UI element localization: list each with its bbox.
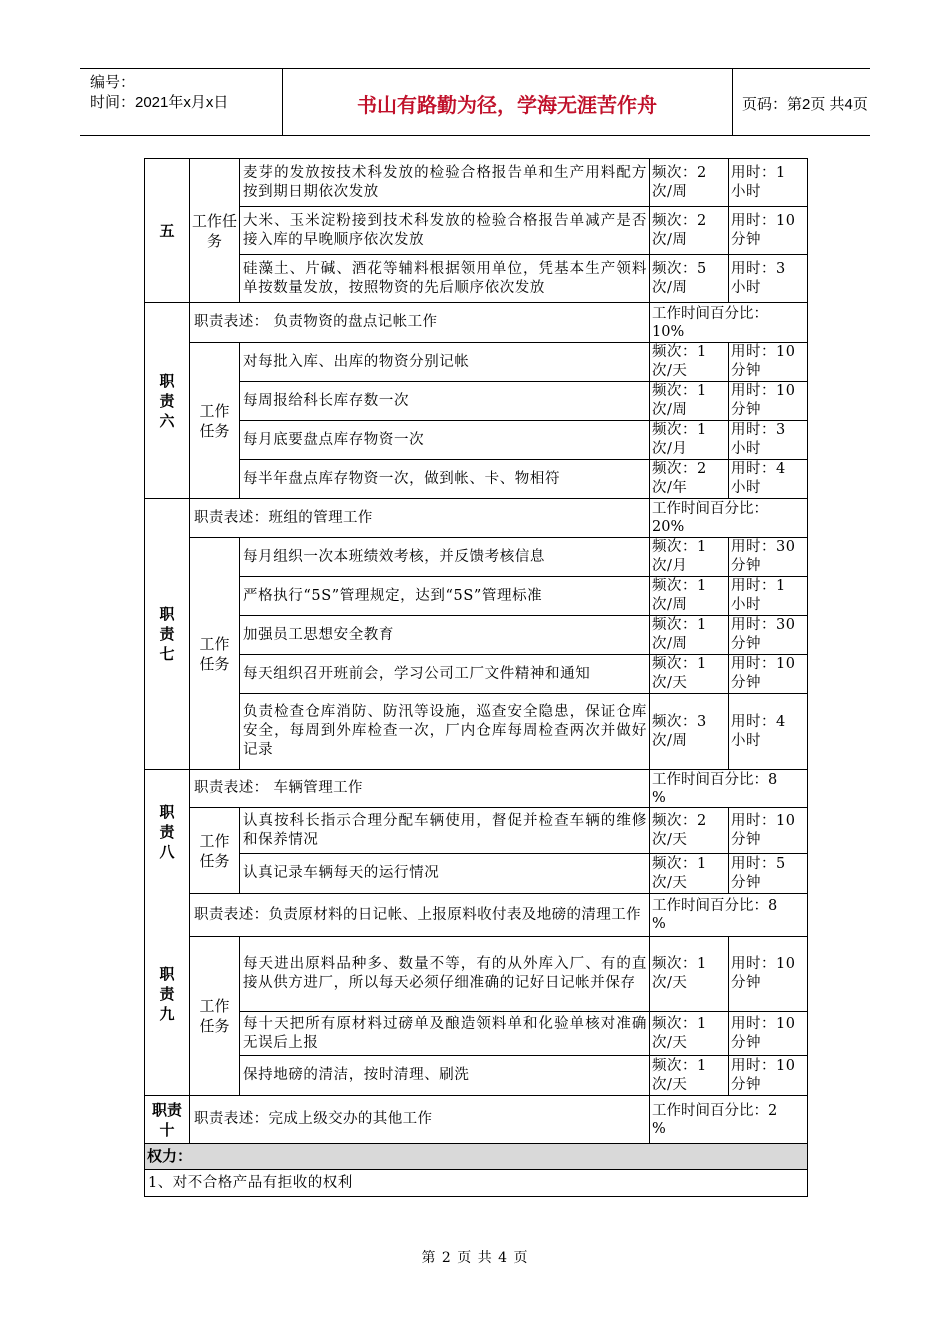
task-frequency	[650, 808, 729, 854]
task-frequency	[650, 655, 729, 694]
duration-value: 用时：10	[731, 812, 796, 829]
time-percentage	[650, 770, 808, 808]
frequency-count: 频次：5	[652, 260, 707, 277]
table-row	[145, 159, 808, 207]
task-duration	[729, 694, 808, 770]
header-divider	[732, 69, 733, 135]
frequency-unit: 次/周	[652, 402, 688, 418]
duration-unit: 分钟	[731, 231, 761, 248]
duty-description: 职责表述：班组的管理工作	[190, 499, 650, 538]
frequency-unit: 次/周	[652, 732, 688, 749]
duty-description: 职责表述： 负责物资的盘点记帐工作	[190, 303, 650, 343]
frequency-count: 频次：2	[652, 812, 707, 829]
percentage-value: %	[652, 1120, 666, 1137]
task-duration	[729, 616, 808, 655]
task-text: 对每批入库、出库的物资分别记帐	[240, 343, 650, 382]
task-text: 每月底要盘点库存物资一次	[240, 421, 650, 460]
table-row	[145, 770, 808, 808]
task-group-label: 工作任务	[190, 159, 240, 303]
frequency-count: 频次：1	[652, 1057, 707, 1074]
task-text: 每天组织召开班前会，学习公司工厂文件精神和通知	[240, 655, 650, 694]
frequency-unit: 次/周	[652, 183, 688, 200]
table-row	[145, 1012, 808, 1056]
table-row	[145, 499, 808, 538]
duration-value: 用时：3	[731, 260, 786, 277]
frequency-unit: 次/周	[652, 597, 688, 613]
duration-unit: 分钟	[731, 975, 761, 991]
task-text: 认真记录车辆每天的运行情况	[240, 854, 650, 894]
frequency-unit: 次/月	[652, 441, 688, 457]
frequency-unit: 次/天	[652, 975, 688, 991]
task-text: 大米、玉米淀粉接到技术科发放的检验合格报告单减产是否接入库的早晚顺序依次发放	[240, 207, 650, 255]
task-duration	[729, 937, 808, 1012]
task-frequency	[650, 460, 729, 499]
percentage-value: %	[652, 916, 666, 932]
duration-value: 用时：10	[731, 212, 796, 229]
duty-description: 职责表述： 车辆管理工作	[190, 770, 650, 808]
task-frequency	[650, 382, 729, 421]
task-duration	[729, 343, 808, 382]
duration-value: 用时：30	[731, 539, 796, 555]
section-title: 五	[145, 159, 190, 303]
duration-unit: 分钟	[731, 402, 761, 418]
task-duration	[729, 808, 808, 854]
task-text: 每月组织一次本班绩效考核，并反馈考核信息	[240, 538, 650, 577]
task-text: 认真按科长指示合理分配车辆使用，督促并检查车辆的维修和保养情况	[240, 808, 650, 854]
duration-value: 用时：10	[731, 383, 796, 399]
task-frequency	[650, 159, 729, 207]
header-motto: 书山有路勤为径，学海无涯苦作舟	[357, 92, 657, 117]
task-text: 保持地磅的清洁，按时清理、刷洗	[240, 1056, 650, 1096]
task-frequency	[650, 207, 729, 255]
header-meta	[90, 73, 280, 133]
duration-value: 用时：1	[731, 164, 786, 181]
duration-unit: 分钟	[731, 831, 761, 848]
task-frequency	[650, 1056, 729, 1096]
frequency-count: 频次：1	[652, 578, 707, 594]
duration-unit: 分钟	[731, 1076, 761, 1093]
section-title	[145, 770, 190, 894]
section-title	[145, 303, 190, 499]
task-frequency	[650, 616, 729, 655]
rights-item: 1、对不合格产品有拒收的权利	[145, 1170, 808, 1197]
duration-value: 用时：4	[731, 713, 786, 730]
table-row	[145, 382, 808, 421]
section-title-text: 职责七	[159, 605, 175, 663]
task-frequency	[650, 421, 729, 460]
table-row	[145, 577, 808, 616]
time-percentage	[650, 303, 808, 343]
task-text: 负责检查仓库消防、防汛等设施，巡查安全隐患，保证仓库安全，每周到外库检查一次，厂内仓库每周检查两次并做好记录	[240, 694, 650, 770]
frequency-count: 频次：1	[652, 956, 707, 972]
frequency-count: 频次：1	[652, 1015, 707, 1032]
table-row	[145, 421, 808, 460]
task-frequency	[650, 1012, 729, 1056]
task-frequency	[650, 255, 729, 303]
task-text: 麦芽的发放按技术科发放的检验合格报告单和生产用料配方按到期日期依次发放	[240, 159, 650, 207]
document-date-label: 时间：2021年x月x日	[90, 94, 229, 111]
frequency-count: 频次：1	[652, 422, 707, 438]
header-page-number: 页码：第2页 共4页	[742, 95, 868, 113]
frequency-count: 频次：1	[652, 539, 707, 555]
duration-unit: 小时	[731, 732, 761, 749]
section-title	[145, 499, 190, 770]
section-title-text: 职责九	[159, 965, 175, 1024]
table-row	[145, 1170, 808, 1197]
task-text: 每半年盘点库存物资一次，做到帐、卡、物相符	[240, 460, 650, 499]
frequency-count: 频次：1	[652, 855, 707, 872]
frequency-count: 频次：2	[652, 461, 707, 477]
frequency-unit: 次/月	[652, 558, 688, 574]
task-group-label	[190, 808, 240, 894]
page-header	[80, 68, 870, 136]
duration-unit: 分钟	[731, 636, 761, 652]
frequency-count: 频次：1	[652, 617, 707, 633]
task-frequency	[650, 538, 729, 577]
table-row	[145, 303, 808, 343]
duration-unit: 分钟	[731, 675, 761, 691]
document-number-label: 编号：	[90, 74, 136, 91]
frequency-unit: 次/天	[652, 1034, 688, 1051]
duration-unit: 小时	[731, 597, 761, 613]
task-text: 每十天把所有原材料过磅单及酿造领料单和化验单核对准确无误后上报	[240, 1012, 650, 1056]
task-duration	[729, 207, 808, 255]
rights-title: 权力：	[145, 1144, 808, 1170]
duration-unit: 分钟	[731, 363, 761, 379]
section-title	[145, 894, 190, 1096]
frequency-count: 频次：1	[652, 656, 707, 672]
duration-unit: 小时	[731, 441, 761, 457]
task-group-label	[190, 538, 240, 770]
table-row	[145, 894, 808, 937]
frequency-unit: 次/天	[652, 1076, 688, 1093]
section-title-text: 职责八	[159, 802, 175, 861]
task-duration	[729, 460, 808, 499]
frequency-count: 频次：3	[652, 713, 707, 730]
frequency-count: 频次：2	[652, 164, 707, 181]
task-duration	[729, 255, 808, 303]
table-row	[145, 808, 808, 854]
frequency-count: 频次：1	[652, 383, 707, 399]
percentage-label: 工作时间百分比：	[652, 305, 768, 322]
duty-table	[144, 158, 808, 1197]
table-row	[145, 1056, 808, 1096]
duration-value: 用时：5	[731, 855, 786, 872]
duration-value: 用时：10	[731, 956, 796, 972]
task-frequency	[650, 694, 729, 770]
duration-unit: 分钟	[731, 1034, 761, 1051]
frequency-unit: 次/天	[652, 874, 688, 891]
time-percentage	[650, 499, 808, 538]
task-text: 严格执行“5S”管理规定，达到“5S”管理标准	[240, 577, 650, 616]
frequency-unit: 次/年	[652, 480, 688, 496]
duration-value: 用时：4	[731, 461, 786, 477]
duration-value: 用时：10	[731, 1057, 796, 1074]
table-row	[145, 460, 808, 499]
task-duration	[729, 577, 808, 616]
percentage-label: 工作时间百分比：8	[652, 898, 778, 914]
duration-value: 用时：1	[731, 578, 786, 594]
task-text: 硅藻土、片碱、酒花等辅料根据领用单位，凭基本生产领料单按数量发放，按照物资的先后顺序依次发放	[240, 255, 650, 303]
frequency-count: 频次：2	[652, 212, 707, 229]
task-group-label	[190, 343, 240, 499]
table-row	[145, 1144, 808, 1170]
frequency-unit: 次/周	[652, 636, 688, 652]
percentage-value: %	[652, 789, 666, 806]
duration-value: 用时：10	[731, 344, 796, 360]
frequency-count: 频次：1	[652, 344, 707, 360]
frequency-unit: 次/周	[652, 231, 688, 248]
duration-unit: 分钟	[731, 874, 761, 891]
table-row	[145, 207, 808, 255]
duration-value: 用时：10	[731, 1015, 796, 1032]
task-text: 每天进出原料品种多、数量不等，有的从外库入厂、有的直接从供方进厂，所以每天必须仔细准确的记好日记帐并保存	[240, 937, 650, 1012]
task-duration	[729, 382, 808, 421]
task-group-text: 工作任务	[199, 831, 230, 870]
frequency-unit: 次/周	[652, 279, 688, 296]
task-frequency	[650, 854, 729, 894]
duty-description: 职责表述：负责原材料的日记帐、上报原料收付表及地磅的清理工作	[190, 894, 650, 937]
task-frequency	[650, 937, 729, 1012]
table-row	[145, 1096, 808, 1144]
task-group-text: 工作任务	[199, 634, 230, 673]
table-row	[145, 255, 808, 303]
duration-unit: 小时	[731, 279, 761, 296]
task-duration	[729, 159, 808, 207]
page-footer: 第 2 页 共 4 页	[421, 1250, 529, 1266]
table-row	[145, 538, 808, 577]
table-row	[145, 343, 808, 382]
percentage-value: 10%	[652, 323, 685, 340]
frequency-unit: 次/天	[652, 675, 688, 691]
duration-unit: 分钟	[731, 558, 761, 574]
table-row	[145, 616, 808, 655]
task-duration	[729, 1056, 808, 1096]
section-title-text: 职责六	[159, 371, 175, 430]
task-duration	[729, 538, 808, 577]
duration-value: 用时：30	[731, 617, 796, 633]
task-group-text: 工作任务	[199, 997, 230, 1035]
task-duration	[729, 655, 808, 694]
task-duration	[729, 1012, 808, 1056]
task-text: 加强员工思想安全教育	[240, 616, 650, 655]
frequency-unit: 次/天	[652, 363, 688, 379]
task-duration	[729, 854, 808, 894]
duty-description: 职责表述：完成上级交办的其他工作	[190, 1096, 650, 1144]
duration-value: 用时：3	[731, 422, 786, 438]
task-frequency	[650, 577, 729, 616]
percentage-label: 工作时间百分比：	[652, 501, 768, 517]
table-row	[145, 937, 808, 1012]
time-percentage	[650, 1096, 808, 1144]
section-title	[145, 1096, 190, 1144]
task-frequency	[650, 343, 729, 382]
frequency-unit: 次/天	[652, 831, 688, 848]
table-row	[145, 655, 808, 694]
section-title-text: 职责十	[151, 1100, 182, 1139]
table-row	[145, 854, 808, 894]
percentage-value: 20%	[652, 519, 685, 535]
task-duration	[729, 421, 808, 460]
task-group-text: 工作任务	[199, 401, 230, 440]
task-text: 每周报给科长库存数一次	[240, 382, 650, 421]
percentage-label: 工作时间百分比：8	[652, 771, 778, 788]
duration-value: 用时：10	[731, 656, 796, 672]
time-percentage	[650, 894, 808, 937]
duration-unit: 小时	[731, 183, 761, 200]
percentage-label: 工作时间百分比：2	[652, 1102, 778, 1119]
duration-unit: 小时	[731, 480, 761, 496]
task-group-label	[190, 937, 240, 1096]
table-row	[145, 694, 808, 770]
